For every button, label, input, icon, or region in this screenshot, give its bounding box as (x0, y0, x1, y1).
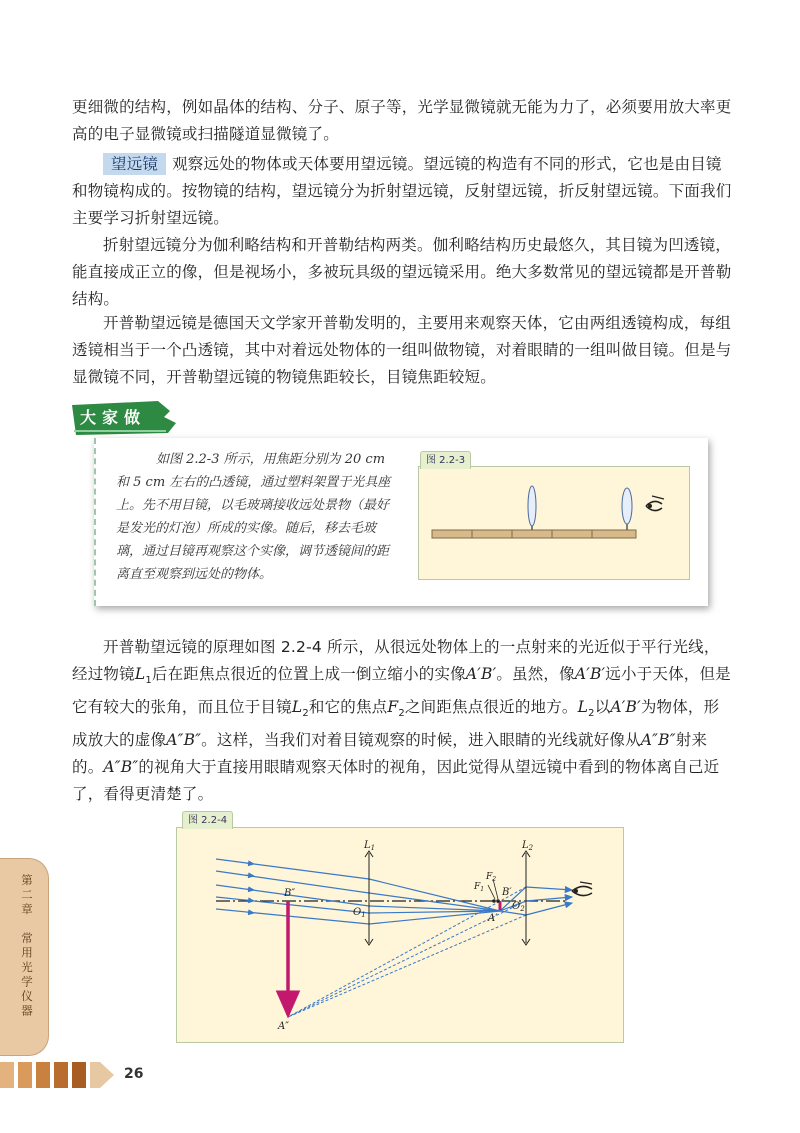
activity-badge-label: 大家做 (80, 408, 147, 427)
label-B2: B″ (284, 888, 296, 899)
eye-icon (646, 496, 664, 511)
figure-2-2-4-label: 图 2.2-4 (182, 811, 233, 829)
text-segment: 之间距焦点很近的地方。 (404, 698, 578, 717)
paragraph-telescope-intro (72, 151, 732, 232)
page-corner-arrow-decoration (0, 1058, 118, 1092)
text-segment: 远小于天体，但是它有较大的张角，而且位于目镜 (72, 665, 731, 717)
label-O1: $O_1$ (353, 907, 366, 919)
paragraph-kepler-telescope: 开普勒望远镜是德国天文学家开普勒发明的，主要用来观察天体，它由两组透镜构成，每组透镜相当于一个凸透镜，其中对着远处物体的一组叫做物镜，对着眼睛的一组叫做目镜。但是与显微镜不同，开普勒望远镜的物镜焦距较长，目镜焦距较短。 (72, 314, 732, 386)
figure-2-2-4-diagram (176, 827, 622, 1041)
label-F2: $F_2$ (486, 872, 497, 883)
label-A2: A″ (278, 1021, 289, 1032)
focal-point-F2 (496, 899, 500, 903)
symbol-L1-subscript: 1 (145, 675, 152, 687)
text-segment: 后在距焦点很近的位置上成一倒立缩小的实像 (151, 665, 466, 683)
symbol-real-image: A′B′ (465, 665, 497, 683)
symbol-L1: L (134, 665, 146, 683)
page-number: 26 (124, 1066, 144, 1082)
label-A1: A′ (488, 913, 498, 924)
text-segment: 开普勒望远镜的原理如图 2.2-4 所示，从很远处物体上的一点射来的光近似于平行光线，经过物镜 (72, 638, 720, 683)
label-O2: $O_2$ (512, 901, 525, 913)
ray (216, 897, 369, 913)
paragraph-kepler-principle (72, 634, 732, 808)
symbol-L2: L (577, 698, 589, 717)
figure-2-2-3-label: 图 2.2-3 (420, 451, 471, 469)
symbol-F2: F (387, 698, 399, 717)
text-segment: 射来的。 (72, 731, 708, 777)
symbol-L2-subscript: 2 (302, 708, 309, 720)
symbol-F2-subscript: 2 (398, 708, 405, 720)
ray (216, 859, 369, 879)
eye-icon (572, 882, 592, 896)
paragraph-microscope-limit: 更细微的结构，例如晶体的结构、分子、原子等，光学显微镜就无能为力了，必须要用放大率更高的电子显微镜或扫描隧道显微镜了。 (72, 98, 732, 143)
symbol-L2-subscript: 2 (588, 708, 595, 720)
text-segment: 和它的焦点 (308, 698, 388, 717)
text-segment: 。这样，当我们对着目镜观察的时候，进入眼睛的光线就好像从 (201, 731, 641, 750)
text-segment: 。虽然，像 (496, 665, 575, 683)
label-F1: $F_1$ (474, 882, 485, 893)
paragraph-refracting-types: 折射望远镜分为伽利略结构和开普勒结构两类。伽利略结构历史最悠久，其目镜为凹透镜，能直接成正立的像，但是视场小，多被玩具级的望远镜采用。绝大多数常见的望远镜都是开普勒结构。 (72, 236, 732, 308)
symbol-virtual-image: A″B″ (640, 731, 676, 750)
symbol-real-image: A′B′ (574, 665, 606, 683)
symbol-virtual-image: A″B″ (103, 758, 139, 777)
eyepiece-lens (622, 488, 632, 524)
symbol-real-image: A′B′ (610, 698, 641, 717)
text-segment: 的视角大于直接用眼睛观察天体时的视角，因此觉得从望远镜中看到的物体离自己近了，看得更清楚了。 (72, 758, 720, 804)
objective-lens (528, 486, 536, 526)
label-B1: B′ (502, 887, 512, 898)
label-L1: $L_1$ (364, 840, 376, 852)
label-L2: $L_2$ (522, 840, 534, 852)
ray (216, 909, 369, 924)
symbol-virtual-image: A″B″ (166, 731, 202, 750)
activity-text: 如图 2.2-3 所示，用焦距分别为 20 cm 和 5 cm 左右的凸透镜，通过塑料架置于光具座上。先不用目镜，以毛玻璃接收远处景物（最好是发光的灯泡）所成的实像。随后，移去毛玻璃，通过目镜再观察这个实像，调节透镜间的距离直至观察到远处的物体。 (116, 452, 391, 582)
chapter-side-tab-label: 第二章 常用光学仪器 (20, 874, 34, 1019)
symbol-L2: L (291, 698, 303, 717)
text-segment: 以 (594, 698, 611, 717)
term-telescope: 望远镜 (103, 153, 166, 175)
paragraph-telescope-intro-text: 观察远处的物体或天体要用望远镜。望远镜的构造有不同的形式，它也是由目镜和物镜构成的。按物镜的结构，望远镜分为折射望远镜，反射望远镜，折反射望远镜。下面我们主要学习折射望远镜。 (72, 155, 732, 227)
optical-bench-rail (432, 530, 636, 538)
focal-point-F1 (492, 899, 496, 903)
text-segment: 为物体，形成放大的虚像 (72, 698, 720, 750)
figure-2-2-3-optical-bench (418, 466, 690, 578)
